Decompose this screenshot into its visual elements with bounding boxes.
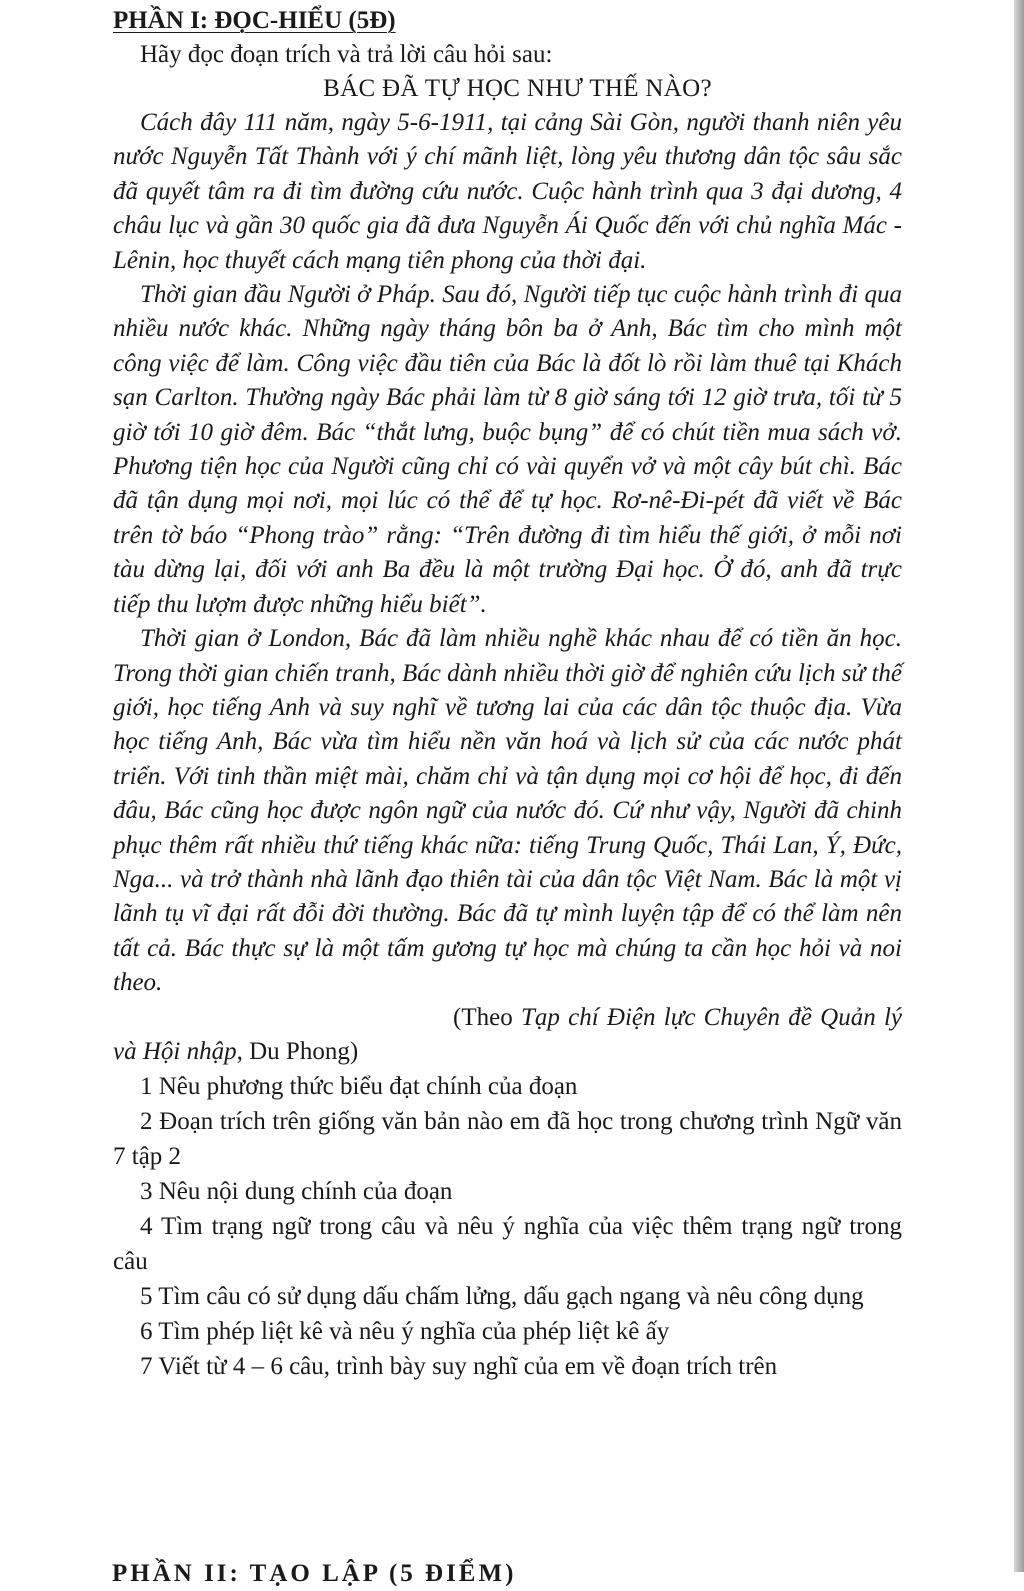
source-open: (Theo [453,1003,521,1031]
source-citation [113,1001,902,1069]
instruction-text: Hãy đọc đoạn trích và trả lời câu hỏi sau: [140,41,553,68]
question-item: 5 Tìm câu có sử dụng dấu chấm lửng, dấu gạch ngang và nêu công dụng [140,1282,864,1310]
question-item: 1 Nêu phương thức biểu đạt chính của đoạn [140,1072,578,1100]
question-item: 7 Viết từ 4 – 6 câu, trình bày suy nghĩ của em về đoạn trích trên [140,1352,778,1380]
passage-body [113,106,902,1001]
page-edge-shadow [1014,0,1024,1572]
next-section-heading-cut-off: PHẦN II: TẠO LẬP (5 ĐIỂM) [112,1560,517,1587]
question-item: 6 Tìm phép liệt kê và nêu ý nghĩa của phép liệt kê ấy [140,1317,670,1345]
question-item: 4 Tìm trạng ngữ trong câu và nêu ý nghĩa của việc thêm trạng ngữ trong câu [113,1212,902,1275]
source-magazine: Tạp chí Điện lực Chuyên đề Quản lý và Hội nhập [113,1003,902,1065]
question-item: 2 Đoạn trích trên giống văn bản nào em đã học trong chương trình Ngữ văn 7 tập 2 [113,1107,902,1170]
question-item: 3 Nêu nội dung chính của đoạn [140,1177,453,1205]
passage-paragraph: Thời gian ở London, Bác đã làm nhiều nghề khác nhau để có tiền ăn học. Trong thời gian chiến tranh, Bác dành nhiều thời giờ để nghiên cứu lịch sử thế giới, học tiếng Anh và suy nghĩ về tương lai của các dân tộc thuộc địa. Vừa học tiếng Anh, Bác vừa tìm hiểu nền văn hoá và lịch sử của các nước phát triển. Với tinh thần miệt mài, chăm chỉ và tận dụng mọi cơ hội để học, đi đến đâu, Bác cũng học được ngôn ngữ của nước đó. Cứ như vậy, Người đã chinh phục thêm rất nhiều thứ tiếng khác nữa: tiếng Trung Quốc, Thái Lan, Ý, Đức, Nga... và trở thành nhà lãnh đạo thiên tài của dân tộc Việt Nam. Bác là một vị lãnh tụ vĩ đại rất đỗi đời thường. Bác đã tự mình luyện tập để có thể làm nên tất cả. Bác thực sự là một tấm gương tự học mà chúng ta cần học hỏi và noi theo. [113,625,902,997]
source-author: , Du Phong) [236,1037,359,1065]
question-list [113,1069,902,1384]
passage-paragraph: Cách đây 111 năm, ngày 5-6-1911, tại cảng Sài Gòn, người thanh niên yêu nước Nguyễn Tất Thành với ý chí mãnh liệt, lòng yêu thương dân tộc sâu sắc đã quyết tâm ra đi tìm đường cứu nước. Cuộc hành trình qua 3 đại dương, 4 châu lục và gần 30 quốc gia đã đưa Nguyễn Ái Quốc đến với chủ nghĩa Mác - Lênin, học thuyết cách mạng tiên phong của thời đại. [113,109,902,274]
section-title: PHẦN I: ĐỌC-HIỂU (5Đ) [113,7,396,34]
passage-title: BÁC ĐÃ TỰ HỌC NHƯ THẾ NÀO? [323,75,712,102]
passage-paragraph: Thời gian đầu Người ở Pháp. Sau đó, Người tiếp tục cuộc hành trình đi qua nhiều nước khác. Những ngày tháng bôn ba ở Anh, Bác tìm cho mình một công việc để làm. Công việc đầu tiên của Bác là đốt lò rồi làm thuê tại Khách sạn Carlton. Thường ngày Bác phải làm từ 8 giờ sáng tới 12 giờ trưa, tối từ 5 giờ tới 10 giờ đêm. Bác “thắt lưng, buộc bụng” để có chút tiền mua sách vở. Phương tiện học của Người cũng chỉ có vài quyển vở và một cây bút chì. Bác đã tận dụng mọi nơi, mọi lúc có thể để tự học. Rơ-nê-Đi-pét đã viết về Bác trên tờ báo “Phong trào” rằng: “Trên đường đi tìm hiểu thế giới, ở mỗi nơi tàu dừng lại, đối với anh Ba đều là một trường Đại học. Ở đó, anh đã trực tiếp thu lượm được những hiểu biết”. [113,281,902,618]
